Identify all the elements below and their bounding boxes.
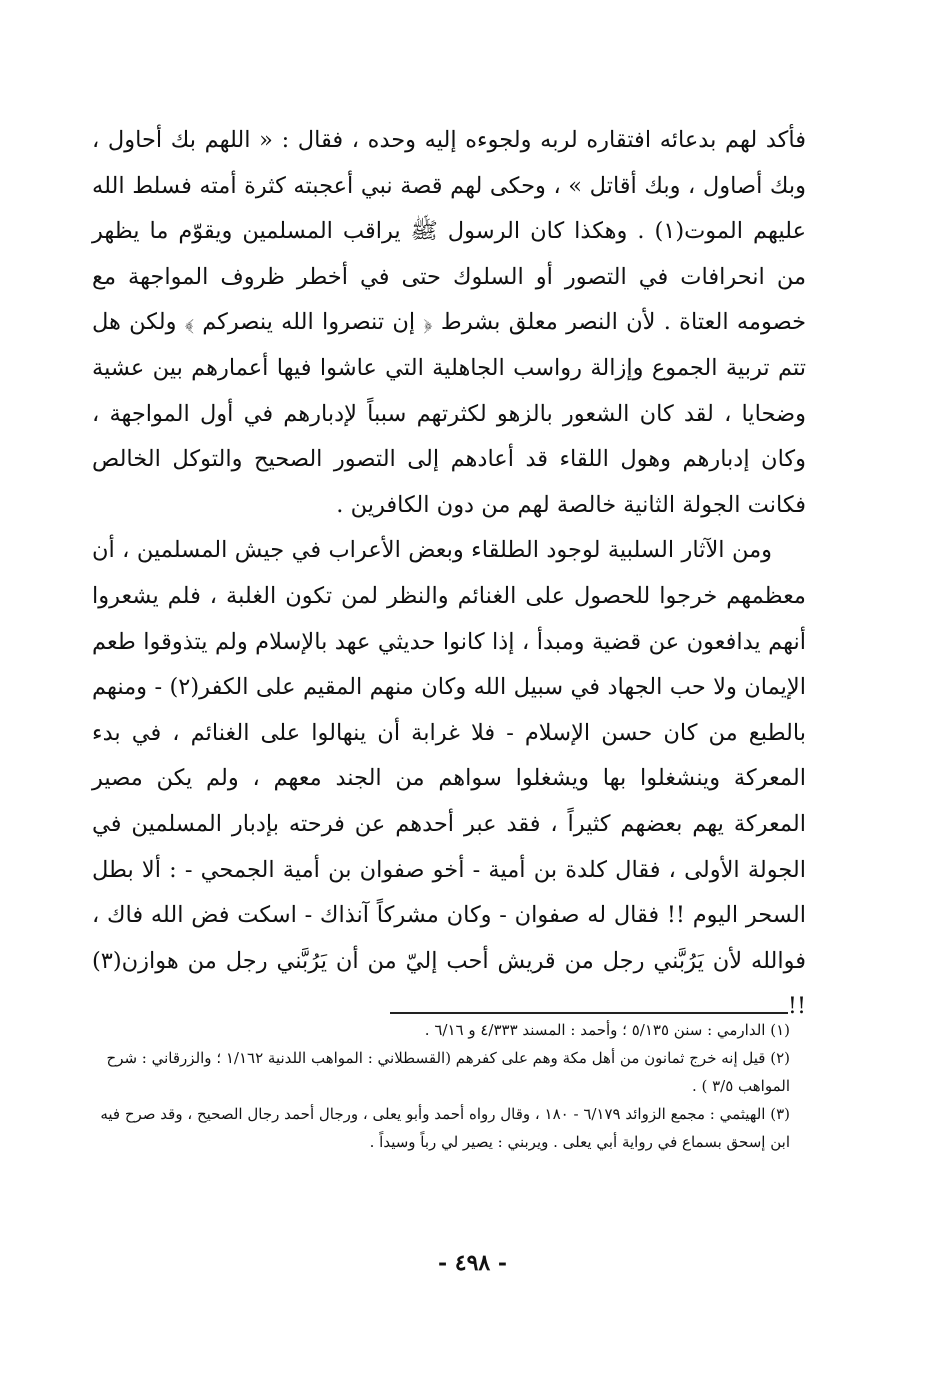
- footnote-2: (٢) قيل إنه خرج ثمانون من أهل مكة وهم على كفرهم (القسطلاني : المواهب اللدنية ١/١٦٢ ؛ والزرقاني : شرح المواهب ٣/٥ ) .: [106, 1049, 790, 1095]
- footnote-separator: [390, 1012, 788, 1014]
- footnote-3: (٣) الهيثمي : مجمع الزوائد ٦/١٧٩ - ١٨٠ ، وقال رواه أحمد وأبو يعلى ، ورجال أحمد رجال الصحيح ، وقد صرح فيه ابن إسحق بسماع في رواية أبي يعلى . ويربني : يصير لي رباً وسيداً .: [100, 1105, 790, 1151]
- paragraph-1: فأكد لهم بدعائه افتقاره لربه ولجوءه إليه وحده ، فقال : « اللهم بك أحاول ، وبك أصاول ، وبك أقاتل » ، وحكى لهم قصة نبي أعجبته كثرة أمته فسلط الله عليهم الموت(١) . وهكذا كان الرسول ﷺ يراقب المسلمين ويقوّم ما يظهر من انحرافات في التصور أو السلوك حتى في أخطر ظروف المواجهة مع خصومه العتاة . لأن النصر معلق بشرط ﴿ إن تنصروا الله ينصركم ﴾ ولكن هل تتم تربية الجموع وإزالة رواسب الجاهلية التي عاشوا فيها أعمارهم بين عشية وضحايا ، لقد كان الشعور بالزهو لكثرتهم سبباً لإدبارهم في أول المواجهة ، وكان إدبارهم وهول اللقاء قد أعادهم إلى التصور الصحيح والتوكل الخالص فكانت الجولة الثانية خالصة لهم من دون الكافرين .: [92, 127, 806, 518]
- paragraph-2: ومن الآثار السلبية لوجود الطلقاء وبعض الأعراب في جيش المسلمين ، أن معظمهم خرجوا للحصول على الغنائم والنظر لمن تكون الغلبة ، فلم يشعروا أنهم يدافعون عن قضية ومبدأ ، إذا كانوا حديثي عهد بالإسلام ولم يتذوقوا طعم الإيمان ولا حب الجهاد في سبيل الله وكان منهم المقيم على الكفر(٢) - ومنهم بالطبع من كان حسن الإسلام - فلا غرابة أن ينهالوا على الغنائم ، في بدء المعركة وينشغلوا بها ويشغلوا سواهم من الجند معهم ، ولم يكن مصير المعركة يهم بعضهم كثيراً ، فقد عبر أحدهم عن فرحته بإدبار المسلمين في الجولة الأولى ، فقال كلدة بن أمية - أخو صفوان بن أمية الجمحي - : ألا بطل السحر اليوم !! فقال له صفوان - وكان مشركاً آنذاك - اسكت فض الله فاك ، فوالله لأن يَرُبَّني رجل من قريش أحب إليّ من أن يَرُبَّني رجل من هوازن(٣) !!: [92, 537, 807, 1020]
- footnotes: [78, 1016, 790, 1156]
- main-text: [92, 118, 806, 1030]
- page-number: - ٤٩٨ -: [437, 1250, 508, 1276]
- footnote-1: (١) الدارمي : سنن ٥/١٣٥ ؛ وأحمد : المسند ٤/٣٣٣ و ٦/١٦ .: [424, 1021, 790, 1039]
